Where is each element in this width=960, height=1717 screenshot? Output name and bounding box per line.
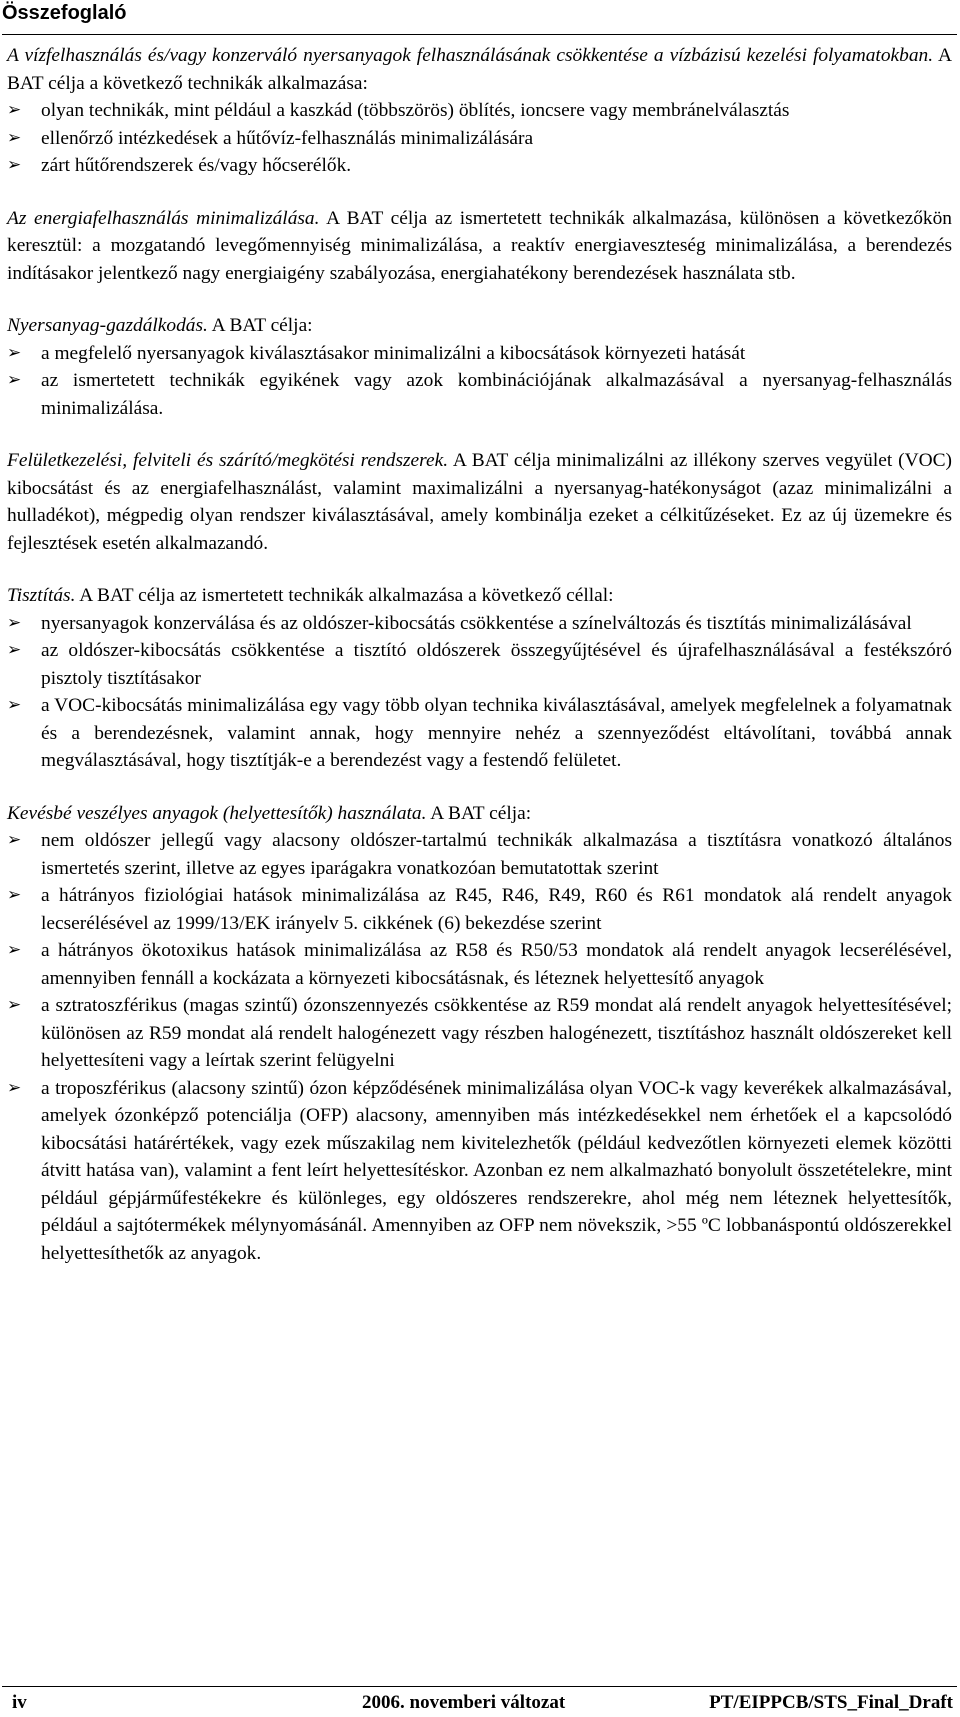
list-item <box>7 937 952 992</box>
arrowhead-bullet-icon: ➢ <box>7 342 22 363</box>
list-item-text: nem oldószer jellegű vagy alacsony oldószer-tartalmú technikák alkalmazása a tisztításra vonatkozó általános ismertetés szerint, illetve az egyes iparágakra vonatkozóan bemutatottak szerint <box>41 830 952 879</box>
list-item <box>7 97 952 125</box>
list-item <box>7 882 952 937</box>
arrowhead-bullet-icon: ➢ <box>7 885 22 905</box>
section-heading: Az energiafelhasználás minimalizálása. <box>7 207 320 229</box>
section-heading: A vízfelhasználás és/vagy konzerváló nyersanyagok felhasználásának csökkentése a vízbázisú kezelési folyamatokban. <box>7 45 934 66</box>
arrowhead-bullet-icon: ➢ <box>7 100 22 120</box>
section-heading: Felületkezelési, felviteli és szárító/megkötési rendszerek. <box>7 450 449 471</box>
arrowhead-bullet-icon: ➢ <box>7 1077 22 1098</box>
section-lead: A BAT célja az ismertetett technikák alkalmazása a következő céllal: <box>75 585 614 606</box>
page-header <box>2 0 957 35</box>
list-item-text: a hátrányos ökotoxikus hatások minimalizálása az R58 és R50/53 mondatok alá rendelt anyagok lecserélésével, amennyiben fennáll a kockázata a környezeti kibocsátásnak, és léteznek helyettesítő anyagok <box>41 940 952 989</box>
bullet-list <box>7 340 952 423</box>
arrowhead-bullet-icon: ➢ <box>7 127 22 148</box>
list-item <box>7 125 952 153</box>
page-footer <box>2 1686 957 1715</box>
list-item <box>7 340 952 368</box>
section-paragraph <box>7 447 952 557</box>
section-paragraph <box>7 42 952 97</box>
list-item-text: az oldószer-kibocsátás csökkentése a tisztító oldószerek összegyűjtésével és újrafelhasználásával a festékszóró pisztoly tisztításakor <box>41 640 952 689</box>
section-substitutes <box>7 800 952 1268</box>
section-raw-materials <box>7 312 952 422</box>
section-water-use <box>7 42 952 180</box>
section-coating-systems <box>7 447 952 557</box>
arrowhead-bullet-icon: ➢ <box>7 370 22 390</box>
section-energy <box>7 205 952 288</box>
bullet-list <box>7 827 952 1267</box>
list-item-text: ellenőrző intézkedések a hűtővíz-felhasználás minimalizálására <box>41 127 534 149</box>
section-heading: Kevésbé veszélyes anyagok (helyettesítők) használata. <box>7 802 427 824</box>
section-lead: A BAT célja: <box>426 802 532 824</box>
list-item <box>7 152 952 180</box>
document-id: PT/EIPPCB/STS_Final_Draft <box>709 1692 953 1713</box>
section-lead: A BAT célja minimalizálni az illékony szerves vegyület (VOC) kibocsátást és az energiafelhasználást, valamint maximalizálni a nyersanyag-hatékonyságot (azaz minimalizálni a hulladékot), mégpedig olyan rendszer kiválasztásával, amely kombinálja ezeket a célkitűzéseket. Ez az új üzemekre és fejlesztések esetén alkalmazandó. <box>7 450 952 554</box>
list-item <box>7 610 952 638</box>
list-item-text: a megfelelő nyersanyagok kiválasztásakor minimalizálni a kibocsátások környezeti hatását <box>41 342 746 364</box>
section-lead: A BAT célja a következő technikák alkalmazása: <box>7 45 952 94</box>
arrowhead-bullet-icon: ➢ <box>7 830 22 850</box>
list-item <box>7 992 952 1075</box>
bullet-list <box>7 610 952 775</box>
arrowhead-bullet-icon: ➢ <box>7 995 22 1015</box>
page-title: Összefoglaló <box>2 2 127 24</box>
arrowhead-bullet-icon: ➢ <box>7 155 22 175</box>
page-number: iv <box>12 1692 27 1713</box>
bullet-list <box>7 97 952 180</box>
arrowhead-bullet-icon: ➢ <box>7 640 22 660</box>
list-item <box>7 367 952 422</box>
arrowhead-bullet-icon: ➢ <box>7 695 22 715</box>
list-item-text: a troposzférikus (alacsony szintű) ózon képződésének minimalizálása olyan VOC-k vagy keverékek alkalmazásával, amelyek ózonképző potenciálja (OFP) alacsony, amennyiben más intézkedésekkel nem érhetőek el a kapcsolódó kibocsátási határértékek, vagy ezek műszakilag nem kivitelezhetők (például kedvezőtlen környezeti elemek közötti átvitt hatása van), valamint a fent leírt helyettesítéskor. Azonban ez nem alkalmazható bonyolult összetételekre, mint például gépjárműfestékekre és különleges, egy oldószeres rendszerekre, ahol még nem léteznek helyettesítők, például a sajtótermékek mélynyomásánál. Amennyiben az OFP nem növekszik, >55 ºC lobbanáspontú oldószerekkel helyettesíthetők az anyagok. <box>41 1077 952 1264</box>
list-item <box>7 1075 952 1268</box>
section-paragraph <box>7 312 952 340</box>
arrowhead-bullet-icon: ➢ <box>7 612 22 633</box>
list-item-text: a VOC-kibocsátás minimalizálása egy vagy több olyan technika kiválasztásával, amelyek megfelelnek a folyamatnak és a berendezésnek, valamint annak, hogy mennyire nehéz a szennyeződést eltávolítani, továbbá annak megválasztásával, hogy tisztítják-e a berendezést vagy a festendő felületet. <box>41 695 952 771</box>
list-item-text: olyan technikák, mint például a kaszkád (többszörös) öblítés, ioncsere vagy membránelválasztás <box>41 100 790 121</box>
list-item <box>7 637 952 692</box>
section-heading: Tisztítás. <box>7 585 76 606</box>
list-item-text: a sztratoszférikus (magas szintű) ózonszennyezés csökkentése az R59 mondat alá rendelt anyagok helyettesítésével; különösen az R59 mondat alá rendelt halogénezett vagy részben halogénezett, tisztításhoz használt oldószereket kell helyettesíteni vagy a leírtak szerint felügyelni <box>41 995 952 1071</box>
section-heading: Nyersanyag-gazdálkodás. <box>7 315 208 336</box>
list-item-text: a hátrányos fiziológiai hatások minimalizálása az R45, R46, R49, R60 és R61 mondatok alá rendelt anyagok lecserélésével az 1999/13/EK irányelv 5. cikkének (6) bekezdése szerint <box>41 885 952 934</box>
section-cleaning <box>7 582 952 775</box>
list-item-text: nyersanyagok konzerválása és az oldószer-kibocsátás csökkentése a színelváltozás és tisztítás minimalizálásával <box>41 612 912 634</box>
list-item <box>7 827 952 882</box>
list-item-text: zárt hűtőrendszerek és/vagy hőcserélők. <box>41 155 352 176</box>
section-paragraph <box>7 205 952 288</box>
section-lead: A BAT célja az ismertetett technikák alkalmazása, különösen a következőkön keresztül: a mozgatandó levegőmennyiség minimalizálása, a reaktív energiaveszteség minimalizálása, a berendezés indításakor jelentkező nagy energiaigény szabályozása, energiahatékony berendezések használata stb. <box>7 207 952 284</box>
list-item <box>7 692 952 775</box>
section-paragraph <box>7 582 952 610</box>
document-version: 2006. novemberi változat <box>362 1692 566 1713</box>
list-item-text: az ismertetett technikák egyikének vagy azok kombinációjának alkalmazásával a nyersanyag-felhasználás minimalizálása. <box>41 370 952 419</box>
arrowhead-bullet-icon: ➢ <box>7 940 22 960</box>
section-paragraph <box>7 800 952 828</box>
summary-content <box>7 42 952 1292</box>
section-lead: A BAT célja: <box>207 315 313 336</box>
